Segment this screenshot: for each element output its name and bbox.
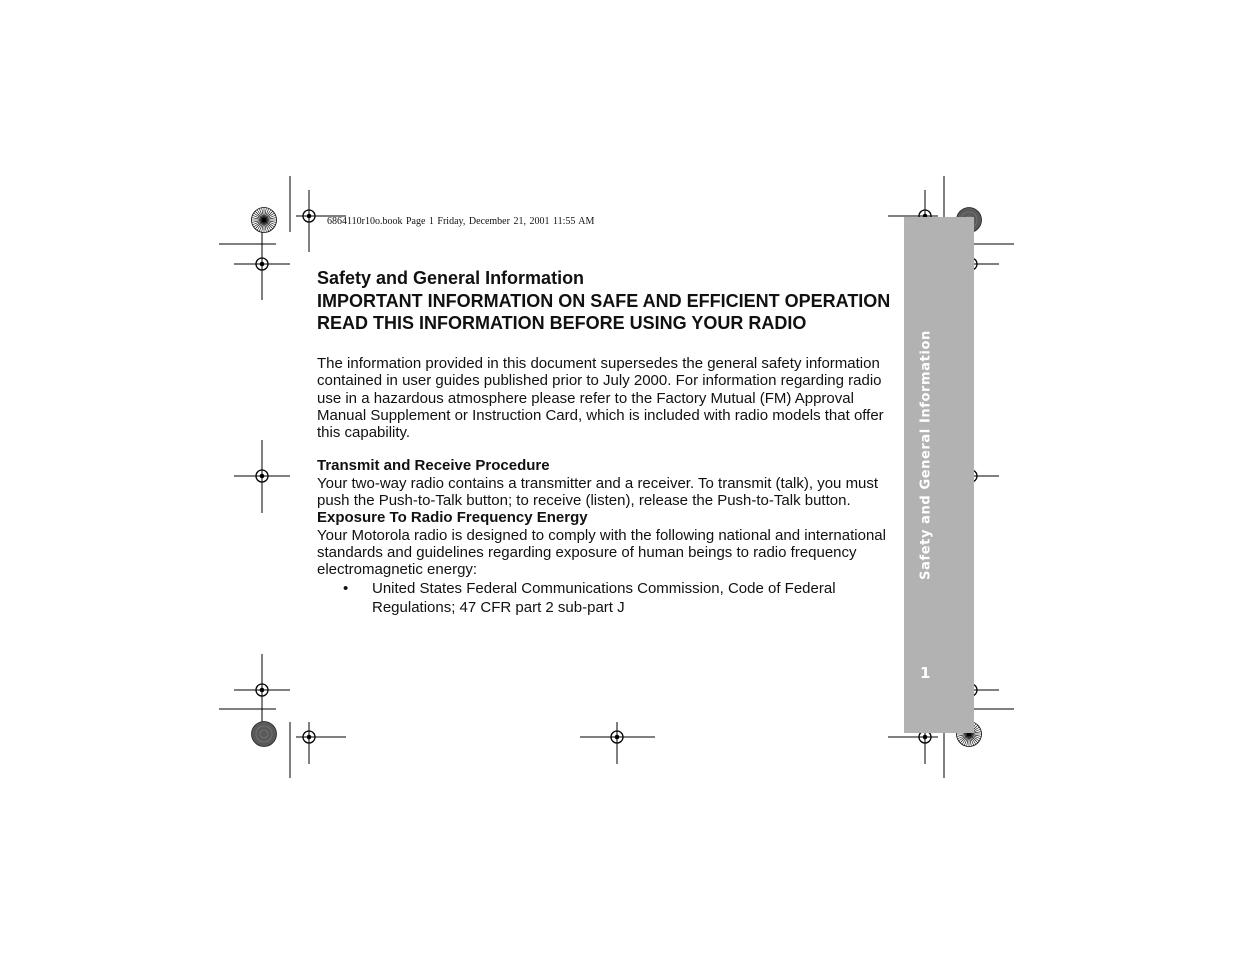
list-item-text: United States Federal Communications Commission, Code of Federal Regulations; 47 CFR part 2 sub-part J (372, 579, 836, 616)
document-body (317, 266, 907, 617)
print-slug: 6864110r10o.book Page 1 Friday, December 21, 2001 11:55 AM (327, 216, 595, 227)
transmit-paragraph: Your two-way radio contains a transmitter and a receiver. To transmit (talk), you must push the Push-to-Talk button; to receive (listen), release the Push-to-Talk button. (317, 474, 879, 510)
standards-list (317, 579, 907, 617)
side-tab (904, 217, 974, 733)
page-number: 1 (920, 664, 931, 682)
important-line-1: IMPORTANT INFORMATION ON SAFE AND EFFICIENT OPERATION (317, 291, 891, 311)
list-item (317, 579, 907, 617)
intro-paragraph: The information provided in this document supersedes the general safety information contained in user guides published prior to July 2000. For information regarding radio use in a hazardous atmosphere please refer to the Factory Mutual (FM) Approval Manual Supplement or Instruction Card, which is included with radio models that offer this capability. (317, 355, 884, 442)
exposure-paragraph: Your Motorola radio is designed to comply with the following national and international standards and guidelines regarding exposure of human beings to radio frequency electromagnetic energy: (317, 526, 886, 579)
side-tab-label: Safety and General Information (918, 330, 934, 580)
section-title: Safety and General Information (317, 268, 585, 288)
bullet-icon: • (343, 579, 349, 597)
exposure-heading: Exposure To Radio Frequency Energy (317, 509, 588, 527)
transmit-heading: Transmit and Receive Procedure (317, 457, 550, 475)
important-line-2: READ THIS INFORMATION BEFORE USING YOUR RADIO (317, 313, 807, 333)
